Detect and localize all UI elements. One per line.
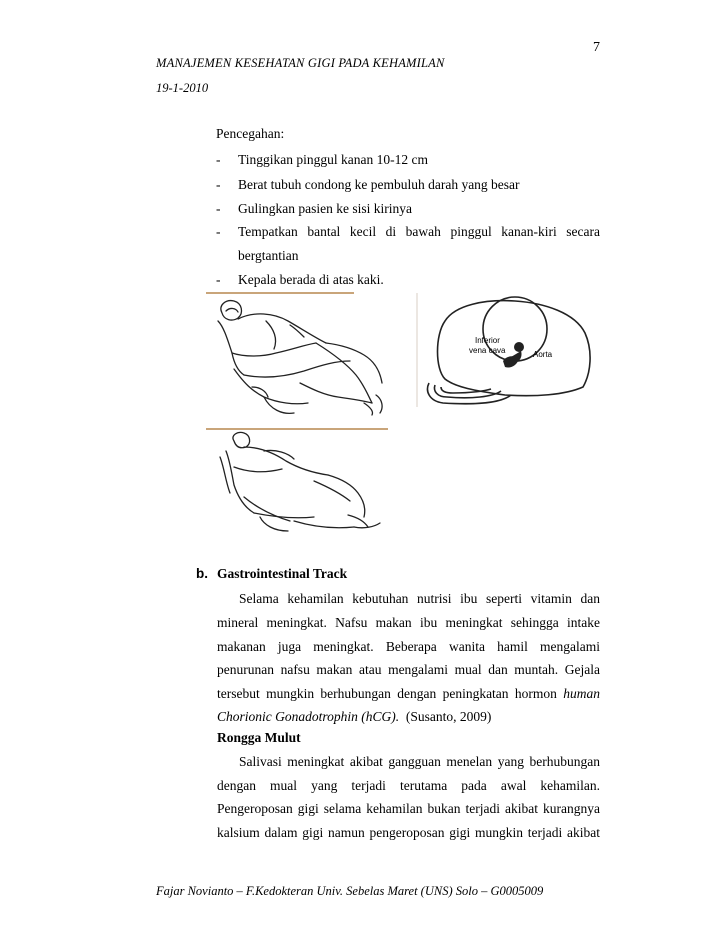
paragraph-line: Pengeroposan gigi selama kehamilan bukan terjadi akibat kurangnya xyxy=(217,801,600,816)
inferior-label: Inferior xyxy=(475,336,500,345)
page-footer: Fajar Novianto – F.Kedokteran Univ. Sebelas Maret (UNS) Solo – G0005009 xyxy=(156,884,544,898)
header-date: 19-1-2010 xyxy=(156,81,209,95)
paragraph-line: Salivasi meningkat akibat gangguan menelan yang berhubungan xyxy=(239,754,600,769)
paragraph-line: kalsium dalam gigi namun pengeroposan gigi mungkin terjadi akibat xyxy=(217,825,600,840)
paragraph-line: makanan juga meningkat. Beberapa wanita hamil mengalami xyxy=(217,639,600,654)
paragraph-line: Selama kehamilan kebutuhan nutrisi ibu seperti vitamin dan xyxy=(239,591,600,606)
italic-term: Chorionic Gonadotrophin (hCG). xyxy=(217,709,400,724)
paragraph-line xyxy=(217,709,600,725)
citation: (Susanto, 2009) xyxy=(405,709,492,724)
paragraph-line: tersebut mungkin berhubungan dengan peningkatan hormon human xyxy=(217,686,600,701)
vena-cava-compression-diagram xyxy=(415,291,601,409)
vena-cava-label: vena cava xyxy=(469,346,506,355)
subsection-title: Rongga Mulut xyxy=(217,730,301,745)
section-marker: b. xyxy=(196,566,208,581)
aorta-label: Aorta xyxy=(533,350,553,359)
paragraph-line: mineral meningkat. Nafsu makan ibu meningkat sehingga intake xyxy=(217,615,600,630)
patient-dental-chair-illustration xyxy=(204,427,390,535)
prevention-label: Pencegahan: xyxy=(216,126,285,141)
paragraph-line: penurunan nafsu makan atau mengalami mual dan muntah. Gejala xyxy=(217,662,600,677)
header-title: MANAJEMEN KESEHATAN GIGI PADA KEHAMILAN xyxy=(156,56,445,70)
section-title: Gastrointestinal Track xyxy=(217,566,348,581)
page-number: 7 xyxy=(593,40,600,55)
italic-term: human xyxy=(563,686,600,701)
paragraph-line: dengan mual yang terjadi terutama pada awal kehamilan. xyxy=(217,778,600,793)
patient-reclining-illustration xyxy=(204,291,390,419)
